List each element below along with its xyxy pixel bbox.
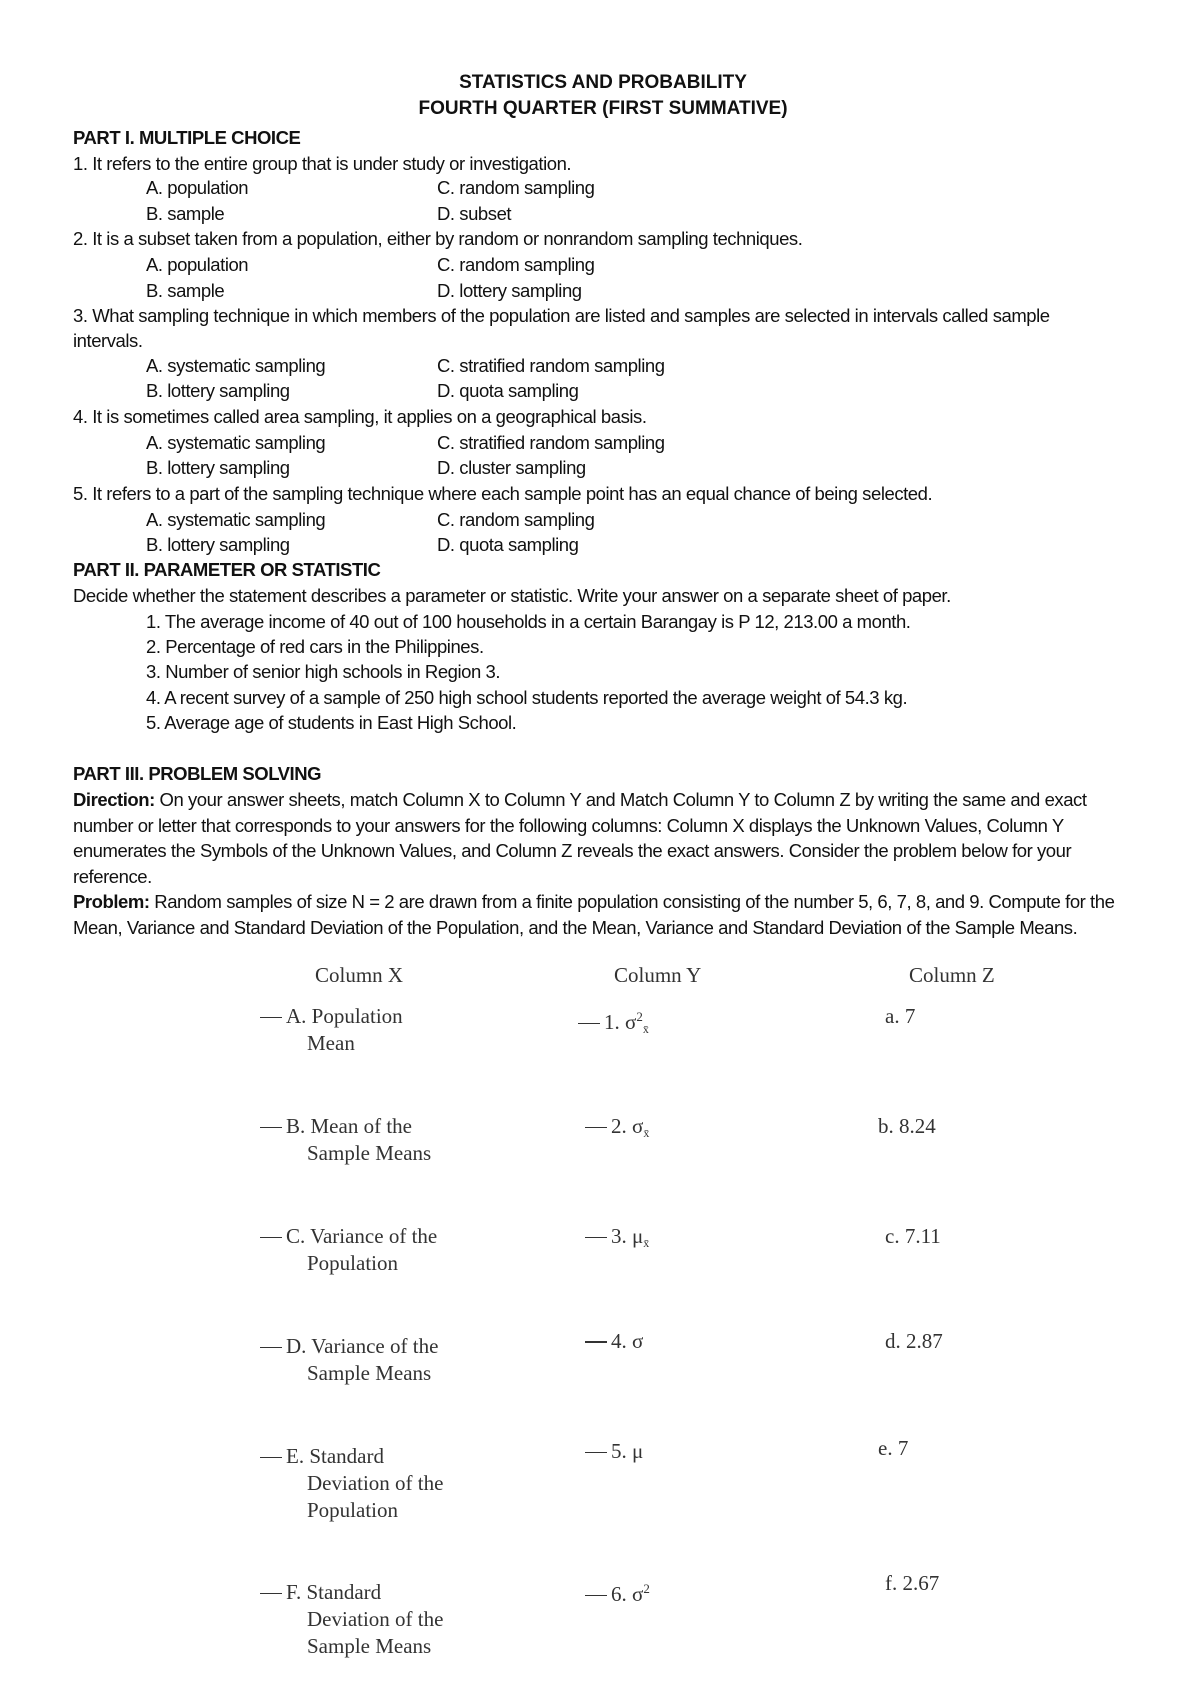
column-y-header: Column Y xyxy=(614,963,702,987)
part2-item-3: 3. Number of senior high schools in Region 3. xyxy=(146,661,501,682)
column-y-item-1: 1. $\sigma^2_{x̄}$ xyxy=(578,1003,649,1043)
q5-option-b: B. lottery sampling xyxy=(146,534,290,555)
answer-blank xyxy=(578,1023,600,1024)
part1-heading: PART I. MULTIPLE CHOICE xyxy=(73,127,301,148)
answer-blank xyxy=(260,1237,282,1238)
problem-label: Problem: xyxy=(73,891,150,912)
q2-option-a: A. population xyxy=(146,254,249,275)
answer-blank xyxy=(585,1237,607,1238)
q5-option-d: D. quota sampling xyxy=(437,534,579,555)
q3-option-b: B. lottery sampling xyxy=(146,380,290,401)
q1-option-a: A. population xyxy=(146,177,249,198)
column-z-item-c: c. 7.11 xyxy=(885,1224,941,1248)
answer-blank xyxy=(260,1017,282,1018)
column-z-header: Column Z xyxy=(909,963,995,987)
q4-option-c: C. stratified random sampling xyxy=(437,432,665,453)
column-x-header: Column X xyxy=(315,963,404,987)
part2-heading: PART II. PARAMETER OR STATISTIC xyxy=(73,559,381,580)
answer-blank xyxy=(585,1452,607,1453)
column-z-item-d: d. 2.87 xyxy=(885,1329,943,1353)
q2-option-b: B. sample xyxy=(146,280,225,301)
column-y-item-5: 5. μ xyxy=(585,1438,643,1465)
column-y-item-4: 4. σ xyxy=(585,1328,643,1355)
q5-stem: 5. It refers to a part of the sampling technique where each sample point has an equal chance of being selected. xyxy=(73,483,933,504)
q3-stem: 3. What sampling technique in which members of the population are listed and samples are selected in intervals called sample xyxy=(73,305,1050,326)
column-z-item-a: a. 7 xyxy=(885,1004,916,1028)
column-x-item-a: A. Population Mean xyxy=(260,1003,403,1057)
column-x-item-c: C. Variance of the Population xyxy=(260,1223,437,1277)
column-x-item-b: B. Mean of the Sample Means xyxy=(260,1113,431,1167)
column-y-item-6: 6. $\sigma^2$ xyxy=(585,1575,650,1608)
part3-problem xyxy=(73,889,1133,940)
q2-option-d: D. lottery sampling xyxy=(437,280,582,301)
column-x-item-d: D. Variance of the Sample Means xyxy=(260,1333,438,1387)
part3-heading: PART III. PROBLEM SOLVING xyxy=(73,763,322,784)
q2-option-c: C. random sampling xyxy=(437,254,595,275)
problem-text: Random samples of size N = 2 are drawn from a finite population consisting of the number 5, 6, 7, 8, and 9. Compute for the Mean, Variance and Standard Deviation of the Population, and the Mean, Variance and Standard Deviation of the Sample Means. xyxy=(73,891,1115,938)
column-y-item-3: 3. $\mu_{x̄}$ xyxy=(585,1223,649,1257)
direction-text: On your answer sheets, match Column X to Column Y and Match Column Y to Column Z by writing the same and exact number or letter that corresponds to your answers for the following columns: Column X displays the Unknown Values, Column Y enumerates the Symbols of the Unknown Values, and Column Z reveals the exact answers. Consider the problem below for your reference. xyxy=(73,789,1087,887)
answer-blank xyxy=(260,1127,282,1128)
answer-blank xyxy=(585,1127,607,1128)
q3-option-c: C. stratified random sampling xyxy=(437,355,665,376)
sigma-symbol: σ xyxy=(632,1582,644,1606)
answer-blank xyxy=(260,1457,282,1458)
column-y-item-2: 2. $\sigma_{x̄}$ xyxy=(585,1113,649,1147)
document-title xyxy=(73,70,1133,122)
part2-item-1: 1. The average income of 40 out of 100 households in a certain Barangay is P 12, 213.00 a month. xyxy=(146,611,911,632)
answer-blank xyxy=(585,1341,607,1343)
q1-stem: 1. It refers to the entire group that is under study or investigation. xyxy=(73,153,572,174)
q4-stem: 4. It is sometimes called area sampling, it applies on a geographical basis. xyxy=(73,406,647,427)
part2-instruction: Decide whether the statement describes a parameter or statistic. Write your answer on a separate sheet of paper. xyxy=(73,585,951,606)
direction-label: Direction: xyxy=(73,789,155,810)
q4-option-a: A. systematic sampling xyxy=(146,432,326,453)
q5-option-c: C. random sampling xyxy=(437,509,595,530)
q1-option-d: D. subset xyxy=(437,203,512,224)
part2-item-2: 2. Percentage of red cars in the Philippines. xyxy=(146,636,484,657)
mu-symbol: μ xyxy=(632,1224,644,1248)
answer-blank xyxy=(585,1595,607,1596)
q4-option-d: D. cluster sampling xyxy=(437,457,586,478)
q3-stem-cont: intervals. xyxy=(73,330,143,351)
part3-direction xyxy=(73,787,1133,889)
mu-symbol: μ xyxy=(632,1439,644,1463)
q1-option-c: C. random sampling xyxy=(437,177,595,198)
q3-option-d: D. quota sampling xyxy=(437,380,579,401)
column-x-item-f: F. Standard Deviation of the Sample Means xyxy=(260,1579,443,1660)
q3-option-a: A. systematic sampling xyxy=(146,355,326,376)
sigma-symbol: σ xyxy=(625,1010,637,1034)
answer-blank xyxy=(260,1347,282,1348)
q4-option-b: B. lottery sampling xyxy=(146,457,290,478)
q2-stem: 2. It is a subset taken from a population, either by random or nonrandom sampling techniques. xyxy=(73,228,803,249)
column-z-item-f: f. 2.67 xyxy=(885,1571,940,1595)
q5-option-a: A. systematic sampling xyxy=(146,509,326,530)
title-line-2: FOURTH QUARTER (FIRST SUMMATIVE) xyxy=(418,98,788,119)
column-z-item-e: e. 7 xyxy=(878,1436,909,1460)
sigma-symbol: σ xyxy=(632,1114,644,1138)
title-line-1: STATISTICS AND PROBABILITY xyxy=(459,72,747,93)
q1-option-b: B. sample xyxy=(146,203,225,224)
column-x-item-e: E. Standard Deviation of the Population xyxy=(260,1443,443,1524)
sigma-symbol: σ xyxy=(632,1329,644,1353)
part2-item-5: 5. Average age of students in East High School. xyxy=(146,712,517,733)
part2-item-4: 4. A recent survey of a sample of 250 high school students reported the average weight of 54.3 kg. xyxy=(146,687,908,708)
answer-blank xyxy=(260,1593,282,1594)
column-z-item-b: b. 8.24 xyxy=(878,1114,936,1138)
